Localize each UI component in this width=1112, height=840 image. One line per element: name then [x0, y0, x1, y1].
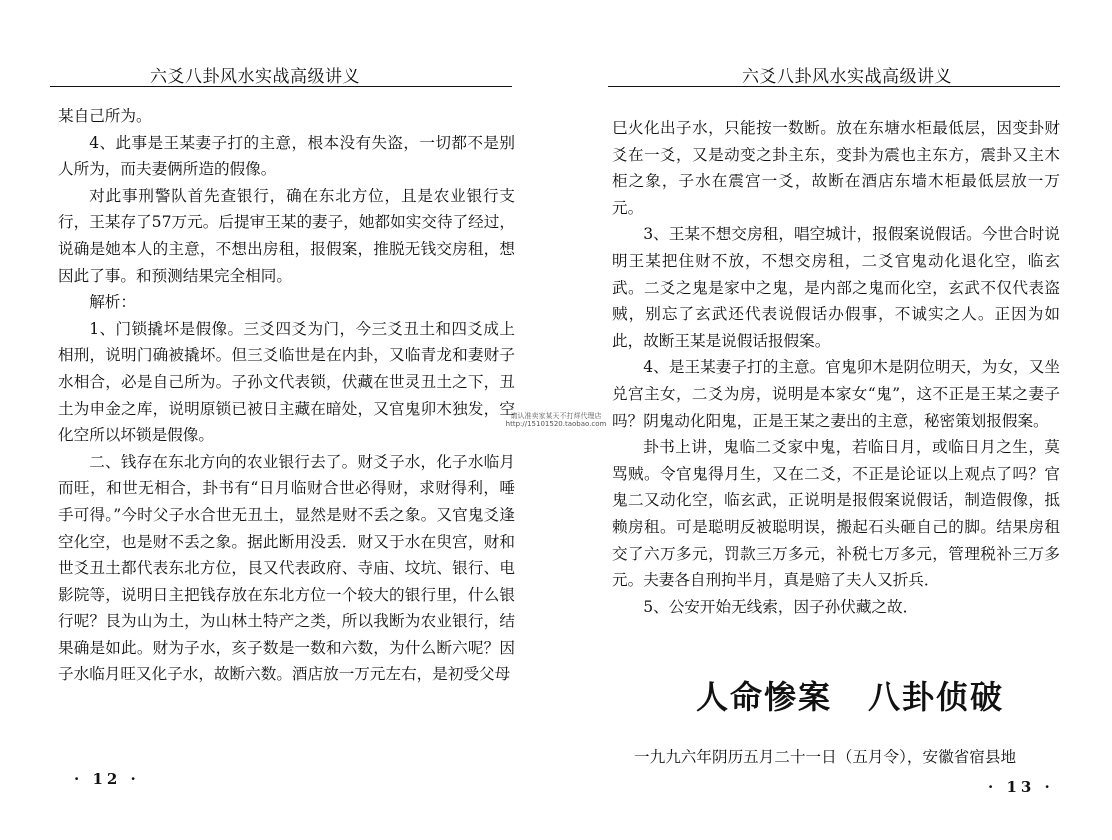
paragraph: 4、此事是王某妻子打的主意，根本没有失盗，一切都不是别人所为，而夫妻俩所造的假像。 [58, 133, 515, 179]
paragraph: 解析： [89, 293, 136, 312]
chapter-title-part: 八卦侦破 [868, 678, 1005, 716]
paragraph: 4、是王某妻子打的主意。官鬼卯木是阴位明天，为女，又坐兑宫主女，二爻为房，说明是本家女“鬼”，这不正是王某之妻子吗？阴鬼动化阳鬼，正是王某之妻出的主意，秘密策划报假案。 [612, 358, 1060, 430]
paragraph: 巳火化出子水，只能按一数断。放在东塘水柜最低层，因变卦财爻在一爻，又是动变之卦主东，变卦为震也主东方，震卦又主木柜之象，子水在震宫一爻，故断在酒店东墙木柜最低层放一万元。 [612, 119, 1060, 217]
chapter-title [696, 672, 1004, 718]
right-page [556, 0, 1112, 840]
header-rule [608, 86, 1060, 87]
paragraph: 卦书上讲，鬼临二爻家中鬼，若临日月，或临日月之生，莫骂贼。令官鬼得月生，又在二爻，不正是论证以上观点了吗？官鬼二又动化空，临玄武，正说明是报假案说假话，制造假像，抵赖房租。可是聪明反被聪明误，搬起石头砸自己的脚。结果房租交了六万多元，罚款三万多元，补税七万多元，管理税补三万多元。夫妻各自刑拘半月，真是赔了夫人又折兵． [612, 438, 1060, 590]
header-rule [50, 86, 512, 87]
chapter-title-part: 人命惨案 [696, 678, 833, 716]
paragraph: 对此事刑警队首先查银行，确在东北方位，且是农业银行支行，王某存了57万元。后提审王某的妻子，她都如实交待了经过，说确是她本人的主意，不想出房租，报假案，推脱无钱交房租，想因此了事。和预测结果完全相同。 [58, 186, 515, 285]
paragraph: 3、王某不想交房租，唱空城计，报假案说假话。今世合时说明王某把住财不放，不想交房租，二爻官鬼动化退化空，临玄武。二爻之鬼是家中之鬼，是内部之鬼而化空，玄武不仅代表盗贼，别忘了玄武还代表说假话办假事，不诚实之人。正因为如此，故断王某是说假话报假案。 [612, 225, 1060, 350]
left-body-text [58, 103, 515, 688]
running-header: 六爻八卦风水实战高级讲义 [150, 67, 360, 87]
paragraph: 1、门锁撬坏是假像。三爻四爻为门，今三爻丑土和四爻成上相刑，说明门确被撬坏。但三爻临世是在内卦，又临青龙和妻财子水相合，必是自己所为。子孙文代表锁，伏藏在世灵丑土之下，丑土为申金之库，说明原锁已被日主藏在暗处，又官鬼卯木独发，空化空所以坏锁是假像。 [58, 319, 515, 445]
page-number: · 13 · [988, 778, 1054, 796]
paragraph: 某自己所为。 [58, 107, 152, 125]
page-number: · 12 · [74, 770, 140, 788]
right-body-text [612, 115, 1060, 620]
paragraph: 5、公安开始无线索，因子孙伏藏之故． [643, 597, 919, 616]
chapter-first-line: 一九九六年阴历五月二十一日（五月令），安徽省宿县地 [634, 748, 1017, 766]
paragraph: 二、钱存在东北方向的农业银行去了。财爻子水，化子水临月而旺，和世无相合，卦书有“日月临财合世必得财，求财得利，唾手可得。”今时父子水合世无丑土，显然是财不丢之象。又官鬼爻逢空化空，也是财不丢之象。据此断用没丢．财又于水在臾宫，财和世爻丑土都代表东北方位，艮又代表政府、寺庙、坟坑、银行、电影院等，说明日主把钱存放在东北方位一个较大的银行里，什么银行呢？艮为山为土，为山林土特产之类，所以我断为农业银行，结果确是如此。财为子水，亥子数是一数和六数，为什么断六呢？因子水临月旺又化子水，故断六数。酒店放一万元左右，是初受父母 [58, 452, 515, 684]
watermark-text: 请认准卖家某天不打烊代理店 http://15101520.taobao.com [505, 412, 607, 428]
running-header: 六爻八卦风水实战高级讲义 [742, 67, 952, 87]
